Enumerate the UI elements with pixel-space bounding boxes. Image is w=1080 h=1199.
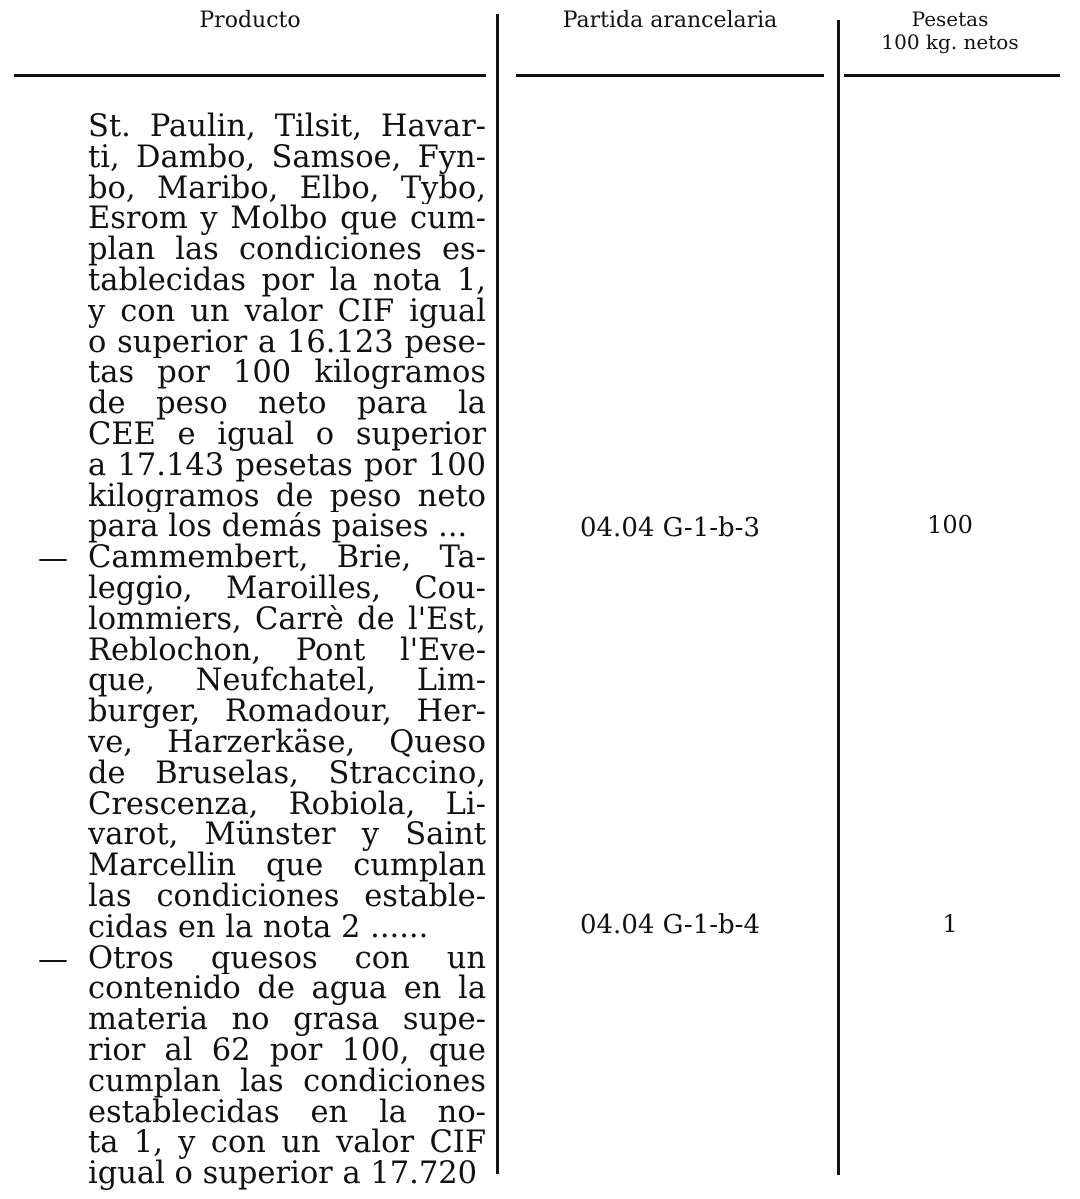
product-line: St. Paulin, Tilsit, Havar- <box>88 112 486 143</box>
header-pesetas <box>845 8 1055 54</box>
product-line: ta 1, y con un valor CIF <box>88 1128 486 1160</box>
pesetas-value-2: 1 <box>942 910 958 938</box>
product-description-column <box>88 112 486 1190</box>
product-line: CEE e igual o superior <box>88 419 486 451</box>
product-line: Marcellin que cumplan <box>88 851 486 882</box>
header-rule-partida <box>516 74 824 77</box>
header-partida-arancelaria: Partida arancelaria <box>562 8 778 33</box>
header-rule-producto <box>14 74 486 77</box>
product-line: Otros quesos con un <box>88 943 486 975</box>
product-line: ve, Harzerkäse, Queso <box>88 727 486 759</box>
product-line: tas por 100 kilogramos <box>88 358 486 390</box>
product-line: ti, Dambo, Samsoe, Fyn- <box>88 142 486 174</box>
product-line: Crescenza, Robiola, Li- <box>88 789 486 821</box>
product-line: a 17.143 pesetas por 100 <box>88 450 486 482</box>
partida-value-1: 04.04 G-1-b-3 <box>579 513 761 543</box>
product-line: que, Neufchatel, Lim- <box>88 666 486 698</box>
product-line: Reblochon, Pont l'Eve- <box>88 635 486 667</box>
item-dash: — <box>38 941 68 977</box>
column-divider-1 <box>496 14 499 1174</box>
product-line: para los demás paises ... <box>88 512 468 544</box>
header-producto: Producto <box>199 8 301 33</box>
pesetas-value-1: 100 <box>927 511 973 539</box>
header-rule-pesetas <box>844 74 1060 77</box>
product-line: cidas en la nota 2 ...... <box>88 912 429 944</box>
product-line: contenido de agua en la <box>88 974 486 1006</box>
product-line: igual o superior a 17.720 <box>88 1159 478 1190</box>
product-line: bo, Maribo, Elbo, Tybo, <box>88 173 486 205</box>
product-line: plan las condiciones es- <box>88 235 486 266</box>
product-line: o superior a 16.123 pese- <box>88 327 486 359</box>
product-line: establecidas en la no- <box>88 1097 486 1129</box>
product-line: kilogramos de peso neto <box>88 481 486 513</box>
product-line: rior al 62 por 100, que <box>88 1035 486 1067</box>
product-line: de peso neto para la <box>88 389 486 420</box>
item-dash: — <box>38 541 68 577</box>
product-line: materia no grasa supe- <box>88 1005 486 1036</box>
product-line: y con un valor CIF igual <box>88 296 486 328</box>
product-line: varot, Münster y Saint <box>88 820 486 852</box>
product-line: las condiciones estable- <box>88 881 486 913</box>
header-pesetas-line2: 100 kg. netos <box>881 30 1019 54</box>
header-pesetas-line1: Pesetas <box>911 7 989 31</box>
product-line: Esrom y Molbo que cum- <box>88 204 486 236</box>
product-line: de Bruselas, Straccino, <box>88 758 486 790</box>
product-line: cumplan las condiciones <box>88 1066 486 1098</box>
product-line: tablecidas por la nota 1, <box>88 265 486 297</box>
column-divider-2 <box>837 20 840 1175</box>
partida-value-2: 04.04 G-1-b-4 <box>579 910 761 940</box>
product-line: lommiers, Carrè de l'Est, <box>88 604 486 636</box>
product-line: burger, Romadour, Her- <box>88 697 486 728</box>
product-line: leggio, Maroilles, Cou- <box>88 573 486 605</box>
product-line: Cammembert, Brie, Ta- <box>88 543 486 574</box>
